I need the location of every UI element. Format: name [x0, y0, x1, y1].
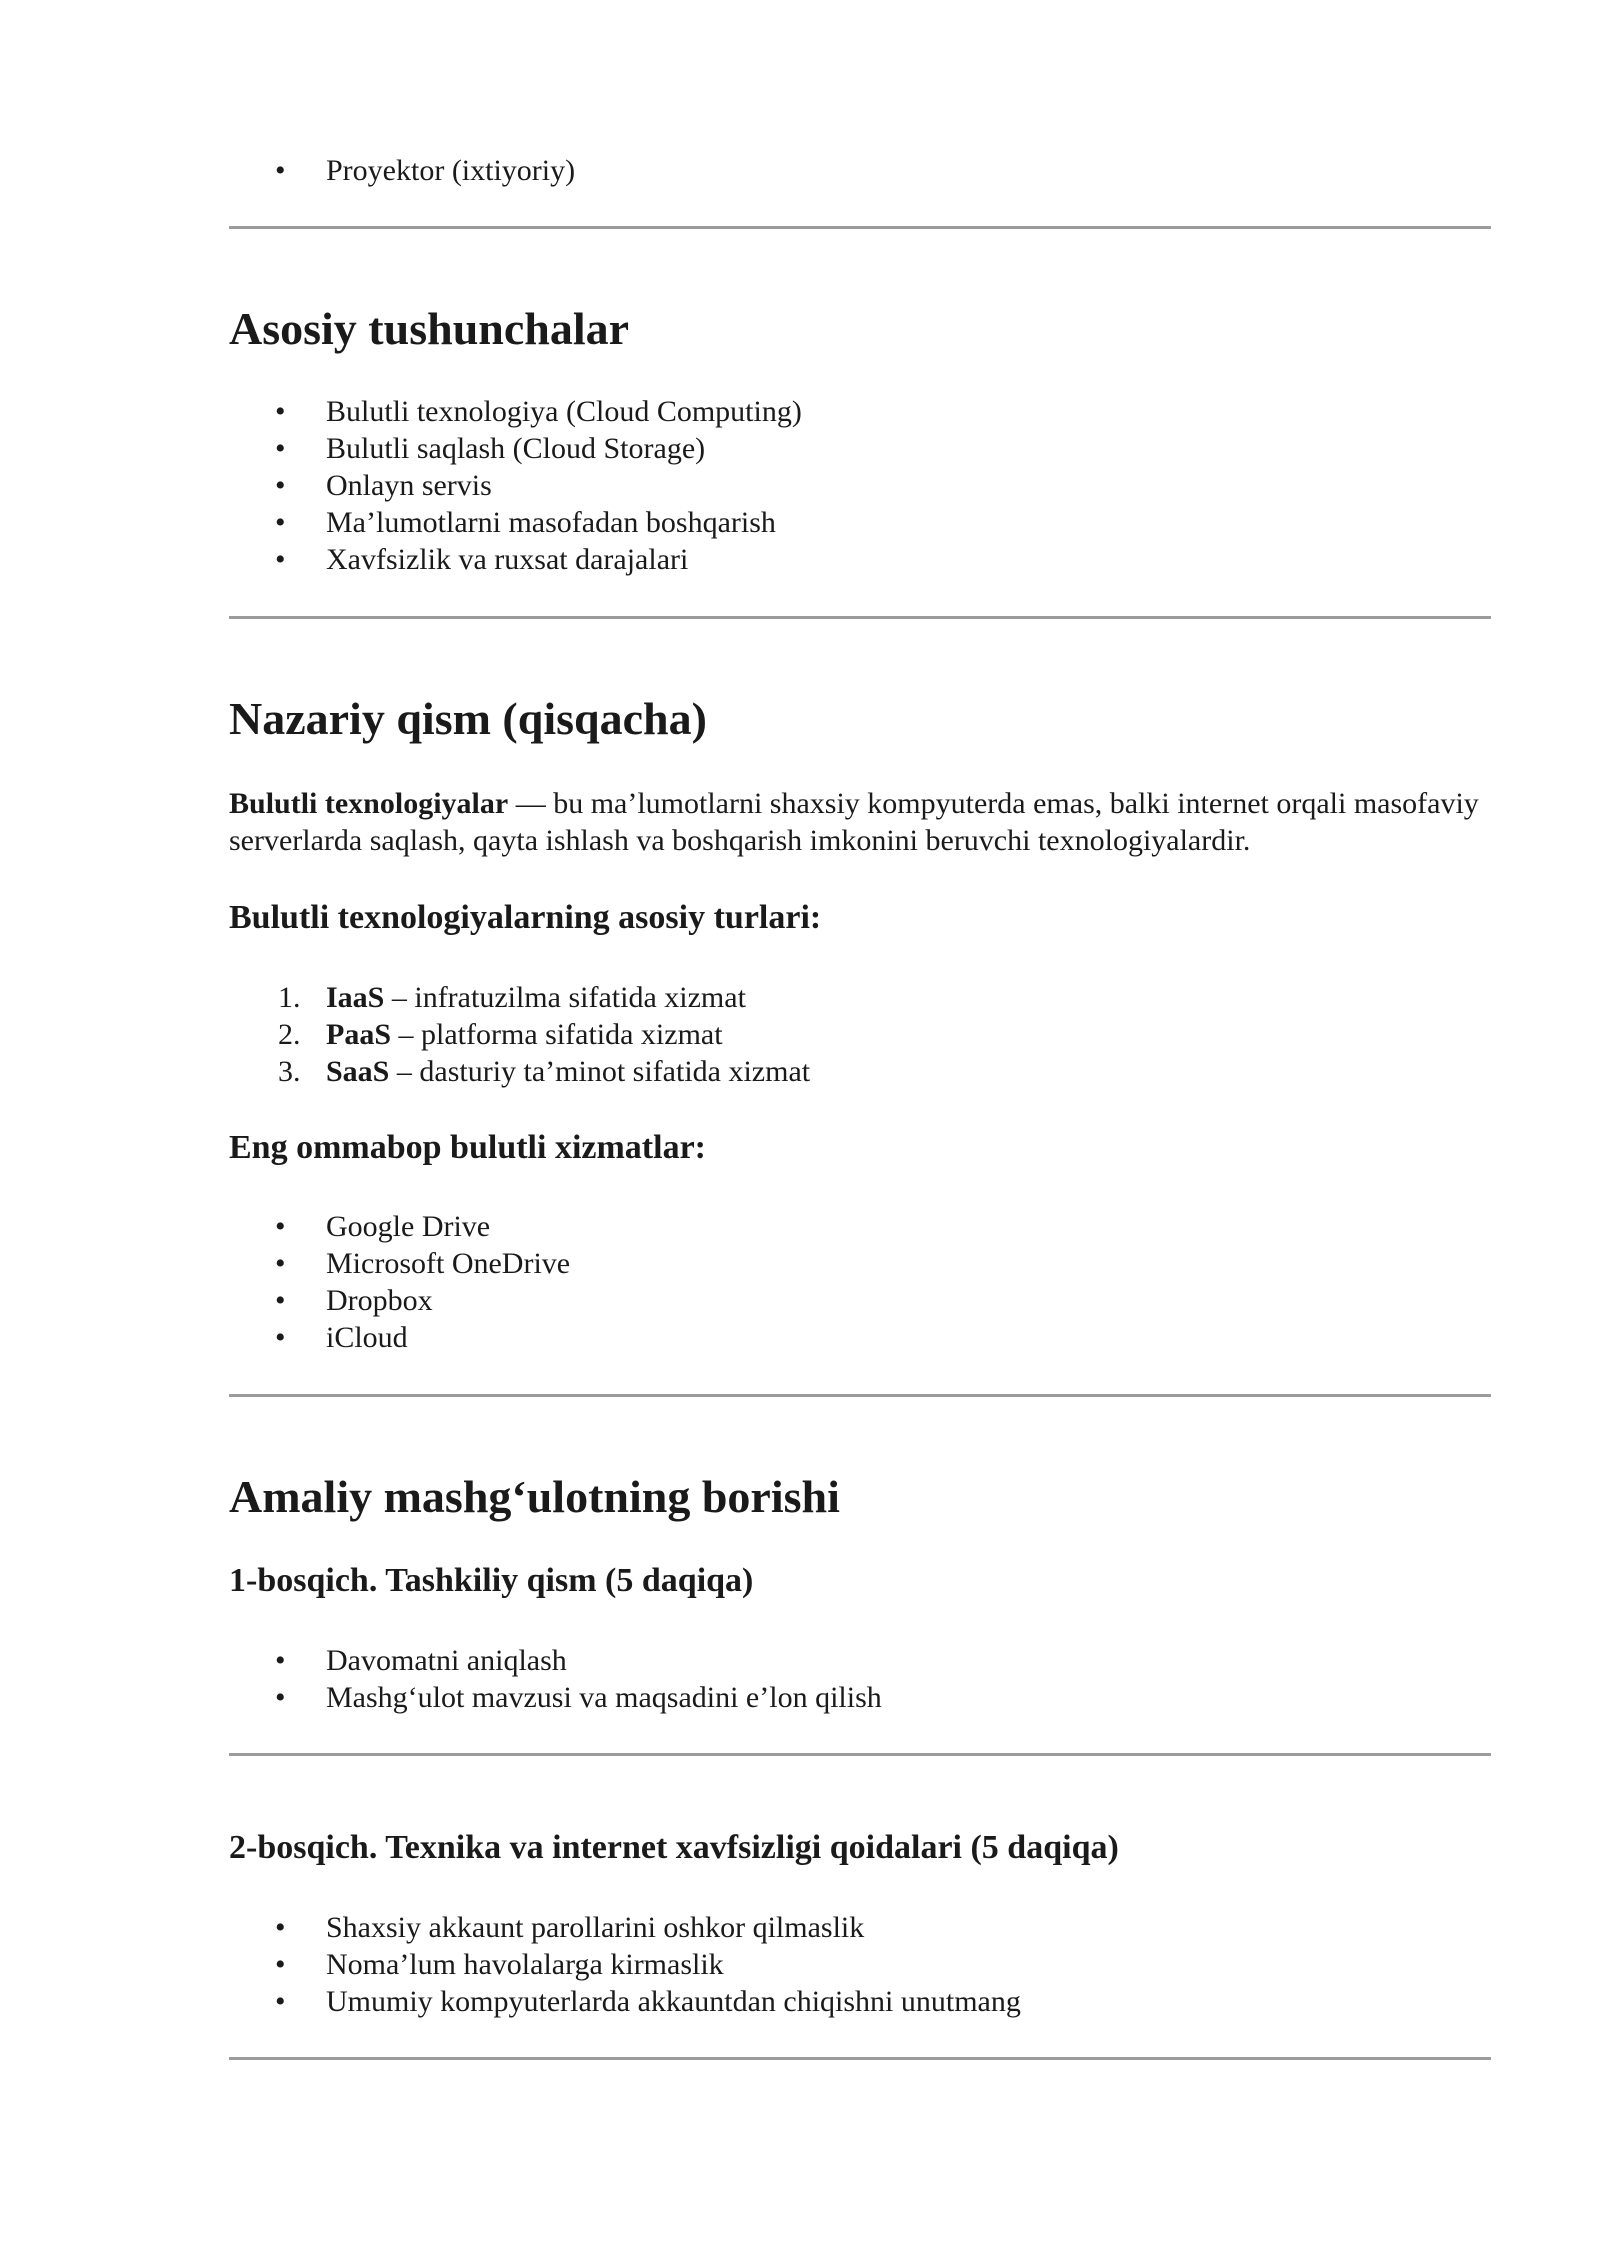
- list-item: • Proyektor (ixtiyoriy): [275, 154, 576, 187]
- subheading-types: Bulutli texnologiyalarning asosiy turlari:: [229, 899, 822, 936]
- list-item: • Davomatni aniqlash: [275, 1644, 567, 1677]
- step2-list: [229, 1909, 1021, 2020]
- list-item: • Google Drive: [275, 1210, 491, 1243]
- list-item: • Ma’lumotlarni masofadan boshqarish: [275, 506, 776, 539]
- subheading-step2: 2-bosqich. Texnika va internet xavfsizligi qoidalari (5 daqiqa): [229, 1829, 1119, 1866]
- divider: [229, 2057, 1491, 2060]
- divider: [229, 1753, 1491, 1756]
- section-heading-nazariy: Nazariy qism (qisqacha): [229, 693, 707, 744]
- definition-text: — bu ma’lumotlarni shaxsiy kompyuterda emas, balki internet orqali masofaviy serverlarda saqlash, qayta ishlash va boshqarish imkonini beruvchi texnologiyalardir.: [229, 787, 1479, 857]
- list-item: 1. IaaS – infratuzilma sifatida xizmat: [278, 981, 746, 1014]
- list-item: • Dropbox: [275, 1284, 433, 1317]
- definition-paragraph: [229, 785, 1491, 859]
- list-item: • Bulutli texnologiya (Cloud Computing): [275, 395, 802, 428]
- list-item: • Bulutli saqlash (Cloud Storage): [275, 432, 706, 465]
- divider: [229, 616, 1491, 619]
- list-item: • Xavfsizlik va ruxsat darajalari: [275, 543, 689, 576]
- concepts-list: [229, 393, 802, 578]
- equipment-list: [229, 152, 575, 189]
- section-heading-asosiy: Asosiy tushunchalar: [229, 303, 630, 354]
- services-list: [229, 1208, 570, 1356]
- list-item: 2. PaaS – platforma sifatida xizmat: [278, 1018, 723, 1051]
- list-item: • Mashg‘ulot mavzusi va maqsadini e’lon qilish: [275, 1681, 882, 1714]
- list-item: • Onlayn servis: [275, 469, 492, 502]
- subheading-step1: 1-bosqich. Tashkiliy qism (5 daqiqa): [229, 1562, 754, 1599]
- types-list: [229, 979, 810, 1090]
- list-item: • Umumiy kompyuterlarda akkauntdan chiqishni unutmang: [275, 1985, 1021, 2018]
- list-item: • Shaxsiy akkaunt parollarini oshkor qilmaslik: [275, 1911, 865, 1944]
- list-item: • Microsoft OneDrive: [275, 1247, 571, 1280]
- list-item: 3. SaaS – dasturiy ta’minot sifatida xizmat: [278, 1055, 811, 1088]
- list-item: • Noma’lum havolalarga kirmaslik: [275, 1948, 724, 1981]
- divider: [229, 226, 1491, 229]
- section-heading-amaliy: Amaliy mashg‘ulotning borishi: [229, 1471, 840, 1522]
- term-bold: Bulutli texnologiyalar: [229, 787, 509, 820]
- step1-list: [229, 1642, 882, 1716]
- subheading-services: Eng ommabop bulutli xizmatlar:: [229, 1129, 706, 1166]
- list-item: • iCloud: [275, 1321, 408, 1354]
- divider: [229, 1394, 1491, 1397]
